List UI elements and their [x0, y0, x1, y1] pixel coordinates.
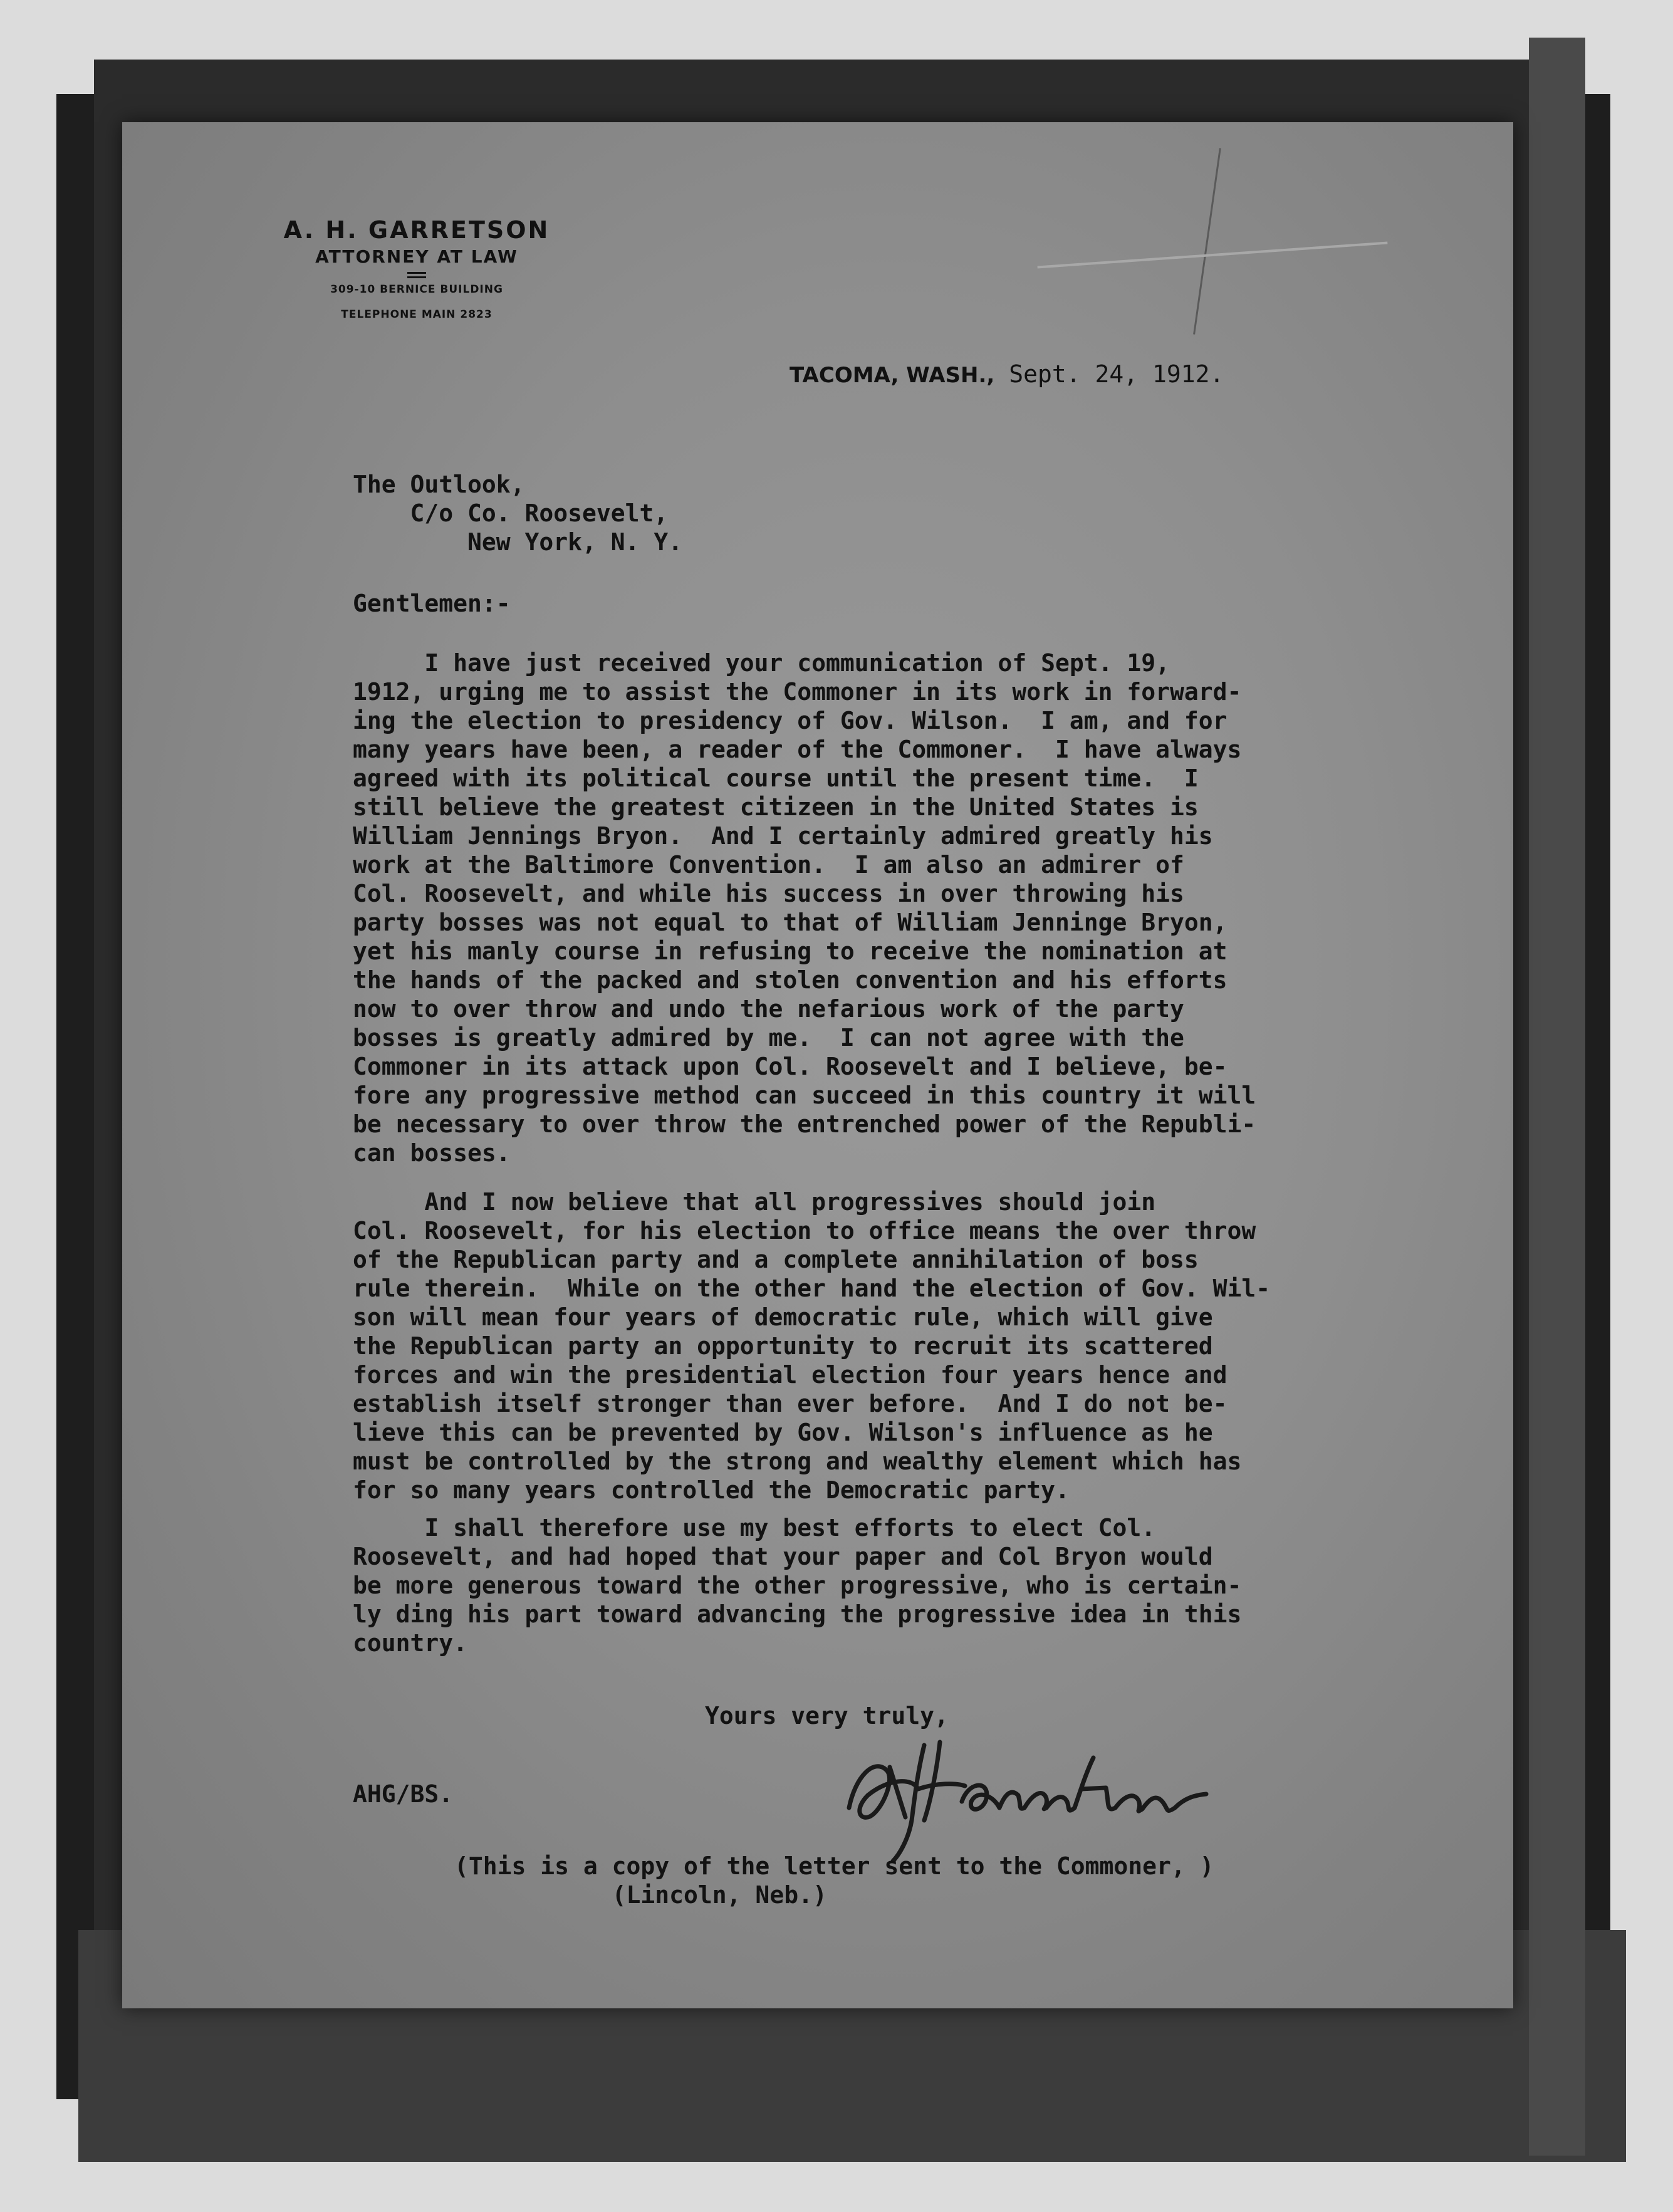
dateline: [790, 360, 1224, 388]
text-line: William Jennings Bryon. And I certainly admired greatly his: [353, 822, 1213, 850]
text-line: work at the Baltimore Convention. I am also an admirer of: [353, 851, 1184, 879]
letterhead-building: 309-10 BERNICE BUILDING: [330, 283, 503, 296]
text-line: Col. Roosevelt, and while his success in over throwing his: [353, 880, 1184, 907]
letterhead-phone: TELEPHONE MAIN 2823: [341, 308, 493, 321]
text-line: agreed with its political course until the present time. I: [353, 764, 1199, 792]
letterhead: [235, 216, 598, 321]
paragraph-2: [353, 1187, 1270, 1505]
text-line: be more generous toward the other progressive, who is certain-: [353, 1572, 1242, 1599]
text-line: Roosevelt, and had hoped that your paper and Col Bryon would: [353, 1543, 1213, 1570]
text-line: 1912, urging me to assist the Commoner in its work in forward-: [353, 678, 1242, 706]
text-line: establish itself stronger than ever before. And I do not be-: [353, 1390, 1227, 1417]
letterhead-rule: [407, 272, 426, 278]
text-line: the Republican party an opportunity to recruit its scattered: [353, 1332, 1213, 1360]
typist-initials: AHG/BS.: [353, 1780, 454, 1808]
text-line: bosses is greatly admired by me. I can not agree with the: [353, 1024, 1184, 1051]
address-line: New York, N. Y.: [353, 528, 683, 556]
text-line: now to over throw and undo the nefarious work of the party: [353, 995, 1184, 1023]
address-line: The Outlook,: [353, 471, 525, 498]
text-line: the hands of the packed and stolen convention and his efforts: [353, 966, 1227, 994]
text-line: still believe the greatest citizeen in the United States is: [353, 793, 1199, 821]
note-line: (This is a copy of the letter sent to the Commoner, ): [454, 1852, 1214, 1880]
text-line: for so many years controlled the Democratic party.: [353, 1476, 1070, 1504]
copy-note: [454, 1852, 1214, 1909]
closing: Yours very truly,: [705, 1702, 949, 1729]
text-line: lieve this can be prevented by Gov. Wilson's influence as he: [353, 1419, 1213, 1446]
right-edge-sheet: [1529, 38, 1585, 2156]
text-line: I shall therefore use my best efforts to elect Col.: [353, 1514, 1156, 1542]
text-line: fore any progressive method can succeed in this country it will: [353, 1082, 1256, 1109]
letterhead-title: ATTORNEY AT LAW: [315, 246, 518, 267]
paper-tear: [1193, 148, 1221, 334]
text-line: many years have been, a reader of the Commoner. I have always: [353, 736, 1242, 763]
paragraph-1: [353, 649, 1256, 1167]
address-line: C/o Co. Roosevelt,: [353, 499, 669, 527]
text-line: Commoner in its attack upon Col. Roosevelt and I believe, be-: [353, 1053, 1227, 1080]
note-line: (Lincoln, Neb.): [454, 1881, 827, 1909]
text-line: ly ding his part toward advancing the progressive idea in this: [353, 1600, 1242, 1628]
text-line: rule therein. While on the other hand the election of Gov. Wil-: [353, 1275, 1271, 1302]
text-line: yet his manly course in refusing to receive the nomination at: [353, 937, 1227, 965]
text-line: country.: [353, 1629, 468, 1657]
text-line: must be controlled by the strong and wealthy element which has: [353, 1448, 1242, 1475]
text-line: of the Republican party and a complete annihilation of boss: [353, 1246, 1199, 1273]
text-line: party bosses was not equal to that of William Jenninge Bryon,: [353, 909, 1227, 936]
paragraph-3: [353, 1513, 1241, 1657]
recipient-address: [353, 470, 682, 556]
paper-crease: [1038, 241, 1388, 268]
dateline-date: Sept. 24, 1912.: [1009, 360, 1224, 388]
text-line: be necessary to over throw the entrenched power of the Republi-: [353, 1110, 1256, 1138]
text-line: And I now believe that all progressives should join: [353, 1188, 1156, 1216]
letter-page: [122, 122, 1513, 2008]
letterhead-name: A. H. GARRETSON: [283, 216, 550, 244]
text-line: ing the election to presidency of Gov. Wilson. I am, and for: [353, 707, 1227, 734]
text-line: forces and win the presidential election four years hence and: [353, 1361, 1227, 1389]
text-line: I have just received your communication of Sept. 19,: [353, 649, 1170, 677]
salutation: Gentlemen:-: [353, 590, 511, 617]
handwritten-signature: [830, 1720, 1219, 1864]
text-line: can bosses.: [353, 1139, 511, 1167]
text-line: Col. Roosevelt, for his election to office means the over throw: [353, 1217, 1256, 1244]
dateline-city: TACOMA, WASH.,: [790, 363, 995, 388]
text-line: son will mean four years of democratic rule, which will give: [353, 1303, 1213, 1331]
